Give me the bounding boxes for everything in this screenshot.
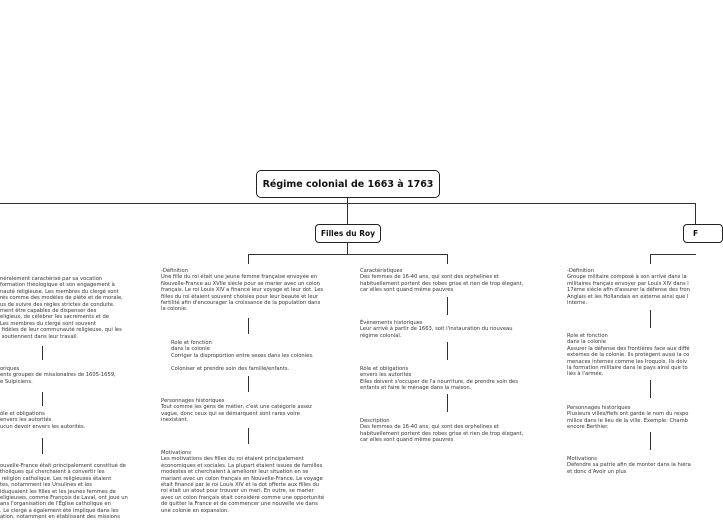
note-left-obligations[interactable]: ôle et obligations envers les autorités ucun devoir envers les autorités. bbox=[0, 411, 86, 430]
middle-left-column-drop bbox=[248, 254, 249, 264]
branch-node-right[interactable] bbox=[683, 224, 723, 243]
right-sub-connector bbox=[650, 254, 696, 255]
note-filles-caracteristiques[interactable]: Caractéristiques Des femmes de 16-40 ans, qui sont des orphelines et habituellement portent des robes grise et rien de trop élegant, car elles sont quand même pauvres bbox=[360, 268, 524, 294]
note-right-role-fonction[interactable]: Role et fonction dans la colonie Assurer la défense des frontières face aux diffé externes de la colonie. Ils protègent aussi la co menaces internes comme les Iroquois. Ils doiv la formation militaire dans le pays ainsi que to liés à l'armée. bbox=[567, 333, 690, 378]
mid-left-tick-1 bbox=[248, 318, 249, 334]
mid-right-tick-1 bbox=[447, 297, 448, 315]
branch-node-filles-du-roy[interactable] bbox=[315, 224, 381, 243]
mid-left-tick-3 bbox=[248, 428, 249, 444]
branch-title-filles-du-roy: Filles du Roy bbox=[320, 229, 376, 238]
right-col-tick-1 bbox=[650, 310, 651, 328]
note-filles-personnages[interactable]: Personnages historiques Tout comme les gens de métier, c'est une catégorie assez vague, donc ceux qui se démarquent sont rares voire inexistant. bbox=[161, 398, 312, 424]
note-left-motivations[interactable]: ouvelle-France était principalement constitué de tholiques qui cherchaient à convertir les religion catholique. Les religieuses étaient tes, notamment les Ursulines et les iduquaient les filles et les jeunes femmes de eligieuses, comme François de Laval, ont joué un ans l'organisation de l'Église catholique en . Le clergé a également été impliqué dans les ation, notamment en établissant des missions bbox=[0, 463, 128, 521]
middle-right-column-drop bbox=[447, 254, 448, 264]
left-col-tick-2 bbox=[42, 392, 43, 406]
left-col-tick-1 bbox=[42, 346, 43, 360]
note-filles-obligations[interactable]: Rôle et obligations envers les autorités Elles doivent s'occuper de l'a nourriture, de prendre soin des enfants et faire le ménage dans la maison. bbox=[360, 366, 518, 392]
middle-sub-connector bbox=[248, 254, 448, 255]
right-column-drop bbox=[650, 254, 651, 264]
note-filles-role-fonction[interactable]: Role et fonction dans la colonie Corriger la disproportion entre sexes dans les colonies. Coloniser et prendre soin des famille/enfants. bbox=[171, 340, 314, 372]
note-filles-motivations[interactable]: Motivations Les motivations des filles du roi étaient principalement économiques et sociales. La plupart étaient issues de familles modestes et cherchaient à améliorer leur situation en se mariant avec un colon français en Nouvelle-France. Le voyage était financé par le roi Louis XIV et la dot offerte aux filles du roi était un atout pour trouver un mari. En outre, se marier avec un colon français était considéré comme une opportunité de quitter la France et de commencer une nouvelle vie dans une colonie en expansion. bbox=[161, 450, 325, 514]
note-right-personnages[interactable]: Personnages historiques Plusieurs villes/fiefs ont gardé le nom du respo milice dans le lieu de la ville. Exemple: Chamb encore Berthier. bbox=[567, 405, 689, 431]
note-right-definition[interactable]: -Définition Groupe militaire composé à son arrivé dans la militaires français envoyer par Louis XIV dans l 17ème siècle afin d'assurer la défense des fron Anglais et les Hollandais en externe ainsi que l interne. bbox=[567, 268, 690, 307]
note-left-historical-figures[interactable]: oriques ents groupes de missionaires de 1605-1659, e Sulpiciens. bbox=[0, 366, 116, 385]
mid-right-tick-3 bbox=[447, 394, 448, 412]
note-left-clergy-description[interactable]: néralement caractérisé par sa vocation formation théologique et son engagement à nauté religieuse. Les membres du clergé sont rés comme des modèles de piété et de morale, us de suivre des règles strictes de conduite. ment être capables de dispenser des eligieux, de célébrer les sacrements et de Les membres du clergé sont souvent fidèles de leur communauté religieuse, qui les soutiennent dans leur travail. bbox=[0, 276, 123, 340]
left-col-tick-3 bbox=[42, 438, 43, 454]
note-filles-definition[interactable]: -Définition Une fille du roi était une jeune femme française envoyée en Nouvelle-France au XVIIe siècle pour se marier avec un colon français. Le roi Louis XIV a financé leur voyage et leur dot. Les filles du roi étaient souvent choisies pour leur beauté et leur fertilité afin d'encourager la croissance de la population dans la colonie. bbox=[161, 268, 324, 313]
right-col-tick-3 bbox=[650, 432, 651, 450]
mid-right-tick-2 bbox=[447, 342, 448, 360]
note-right-motivations[interactable]: Motivations Défendre sa patrie afin de monter dans la hiéra et donc d'Avoir un plus bbox=[567, 456, 691, 475]
right-col-tick-2 bbox=[650, 380, 651, 398]
middle-sub-stem bbox=[347, 243, 348, 254]
mid-left-tick-2 bbox=[248, 376, 249, 392]
main-horizontal-connector bbox=[0, 203, 696, 204]
root-topic-title: Régime colonial de 1663 à 1763 bbox=[262, 178, 434, 190]
note-filles-description[interactable]: Description Des femmes de 16-40 ans, qui sont des orphelines et habituellement portent des robes grise et rien de trop élegant, car elles sont quand même pauvres bbox=[360, 418, 524, 444]
branch-title-right: F bbox=[693, 229, 699, 238]
right-branch-stem bbox=[695, 203, 696, 224]
note-filles-evenements[interactable]: Évènements historiques Leur arrivé à partir de 1663, soit l'instauration du nouveau régime colonial. bbox=[360, 320, 513, 339]
root-topic-node[interactable] bbox=[256, 170, 440, 198]
middle-branch-stem bbox=[347, 203, 348, 224]
